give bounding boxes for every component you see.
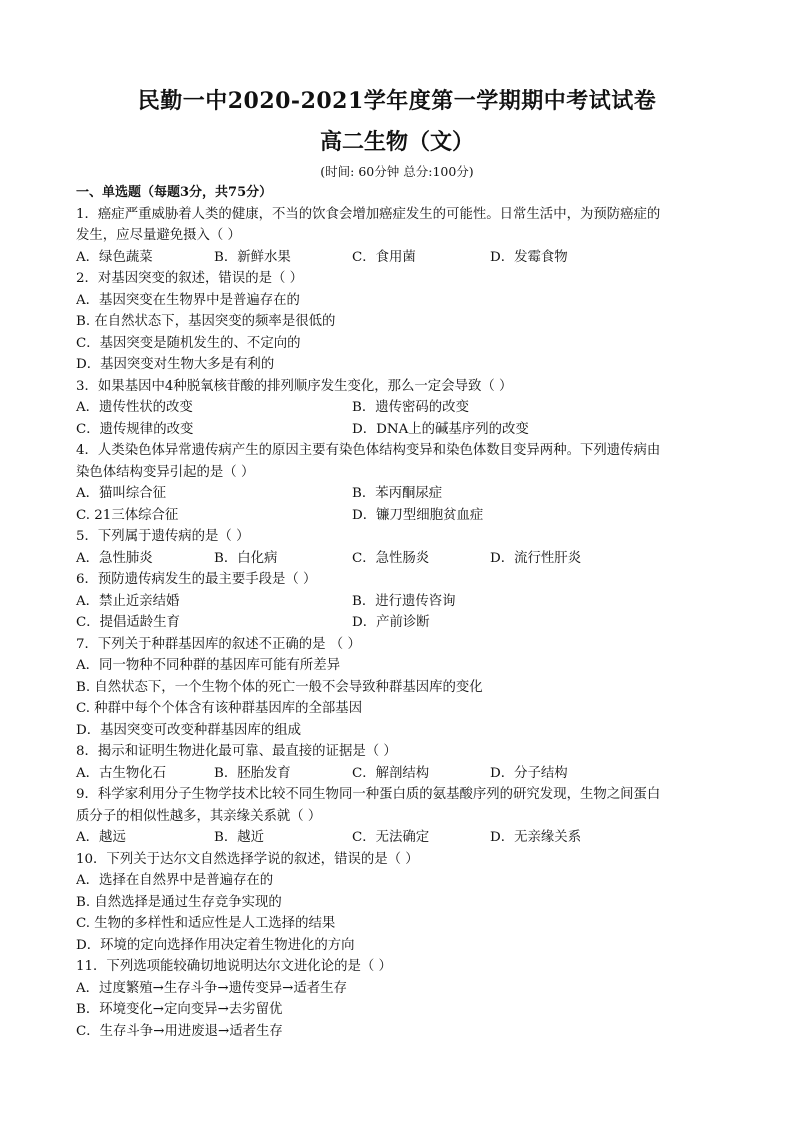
answer-option: D．镰刀型细胞贫血症 [352,507,484,523]
option-row [76,354,724,376]
option-row [76,655,724,677]
answer-option: B．苯丙酮尿症 [352,486,443,501]
answer-option: C．急性肠炎 [352,550,430,566]
option-row [76,591,724,613]
section-heading: 一、单选题（每题3分，共75分） [76,185,273,200]
option-row [76,870,724,892]
answer-option: C．无法确定 [352,830,430,845]
option-row [76,247,724,269]
answer-option: C．食用菌 [352,249,416,265]
answer-option: B．胚胎发育 [214,765,291,781]
question-7 [76,634,724,742]
exam-title: 民勤一中2020-2021学年度第一学期期中考试试卷 [137,88,657,114]
question-stem: 7．下列关于种群基因库的叙述不正确的是 （ ） [76,636,361,652]
answer-option: B．白化病 [214,550,278,566]
question-stem: 4．人类染色体异常遗传病产生的原因主要有染色体结构变异和染色体数目变异两种。下列遗传病由 [76,443,661,458]
answer-option: D．无亲缘关系 [490,830,582,845]
answer-option: A．越远 [76,830,126,845]
option-row [76,698,724,720]
option-row [76,612,724,634]
question-stem: 1．癌症严重威胁着人类的健康，不当的饮食会增加癌症发生的可能性。日常生活中，为预防癌症的 [76,206,661,222]
answer-option: C．解剖结构 [352,765,430,781]
question-stem: 发生，应尽量避免摄入（ ） [76,228,241,243]
question-stem: 染色体结构变异引起的是（ ） [76,464,255,480]
answer-option: C．提倡适龄生育 [76,615,180,630]
question-stem: 10．下列关于达尔文自然选择学说的叙述，错误的是（ ） [76,851,419,867]
answer-option: A．禁止近亲结婚 [76,593,180,609]
answer-option: A．急性肺炎 [76,550,153,566]
answer-option: C．生存斗争→用进废退→适者生存 [76,1023,283,1039]
answer-option: C．遗传规律的改变 [76,421,194,437]
option-row [76,999,724,1021]
answer-option: A．基因突变在生物界中是普遍存在的 [76,292,300,308]
question-stem: 2．对基因突变的叙述，错误的是（ ） [76,271,304,286]
answer-option: A．遗传性状的改变 [76,400,193,415]
question-9 [76,784,724,849]
answer-option: B. 自然状态下，一个生物个体的死亡一般不会导致种群基因库的变化 [76,679,483,695]
question-stem: 8．揭示和证明生物进化最可靠、最直接的证据是（ ） [76,744,397,759]
question-stem: 5．下列属于遗传病的是（ ） [76,529,250,544]
option-row [76,1021,724,1043]
question-8 [76,741,724,784]
answer-option: C. 21三体综合征 [76,507,179,523]
answer-option: A．古生物化石 [76,765,167,781]
answer-option: D．基因突变可改变种群基因库的组成 [76,722,301,738]
answer-option: B. 自然选择是通过生存竞争实现的 [76,894,282,910]
question-stem: 11．下列选项能较确切地说明达尔文进化论的是（ ） [76,959,392,974]
option-row [76,505,724,527]
question-10 [76,849,724,957]
answer-option: C. 种群中每个个体含有该种群基因库的全部基因 [76,701,363,716]
option-row [76,397,724,419]
answer-option: B．环境变化→定向变异→去劣留优 [76,1002,283,1017]
question-6 [76,569,724,634]
question-stem: 9．科学家利用分子生物学技术比较不同生物同一种蛋白质的氨基酸序列的研究发现，生物之间蛋白 [76,787,661,802]
option-row [76,419,724,441]
question-stem: 6．预防遗传病发生的最主要手段是（ ） [76,572,317,587]
option-row [76,935,724,957]
answer-option: D．分子结构 [490,765,568,781]
question-1 [76,204,724,269]
question-stem: 3．如果基因中4种脱氧核苷酸的排列顺序发生变化，那么一定会导致（ ） [76,378,513,394]
answer-option: B．进行遗传咨询 [352,593,456,609]
answer-option: B．遗传密码的改变 [352,400,469,415]
question-2 [76,268,724,376]
exam-subtitle: 高二生物（文） [319,129,474,155]
question-5 [76,526,724,569]
option-row [76,892,724,914]
answer-option: B．越近 [214,830,265,845]
option-row [76,333,724,355]
answer-option: A．选择在自然界中是普遍存在的 [76,873,274,888]
option-row [76,763,724,785]
answer-option: A．绿色蔬菜 [76,249,153,265]
option-row [76,483,724,505]
answer-option: D．DNA上的碱基序列的改变 [352,421,529,437]
answer-option: D．环境的定向选择作用决定着生物进化的方向 [76,937,355,953]
answer-option: A．猫叫综合征 [76,486,167,501]
answer-option: C．基因突变是随机发生的、不定向的 [76,335,301,351]
answer-option: D．流行性肝炎 [490,550,582,566]
option-row [76,290,724,312]
option-row [76,311,724,333]
question-stem: 质分子的相似性越多，其亲缘关系就（ ） [76,808,322,824]
answer-option: D．基因突变对生物大多是有利的 [76,357,275,372]
answer-option: C. 生物的多样性和适应性是人工选择的结果 [76,916,336,931]
answer-option: A．过度繁殖→生存斗争→遗传变异→适者生存 [76,980,347,996]
exam-meta: (时间: 60分钟 总分:100分) [320,164,474,179]
question-3 [76,376,724,441]
answer-option: D．产前诊断 [352,615,430,630]
option-row [76,827,724,849]
answer-option: D．发霉食物 [490,249,568,265]
question-4 [76,440,724,526]
answer-option: B．新鲜水果 [214,249,291,265]
question-11 [76,956,724,1042]
option-row [76,548,724,570]
question-list [76,182,724,1042]
answer-option: B. 在自然状态下，基因突变的频率是很低的 [76,314,336,329]
option-row [76,978,724,1000]
option-row [76,913,724,935]
answer-option: A．同一物种不同种群的基因库可能有所差异 [76,658,341,673]
option-row [76,720,724,742]
option-row [76,677,724,699]
